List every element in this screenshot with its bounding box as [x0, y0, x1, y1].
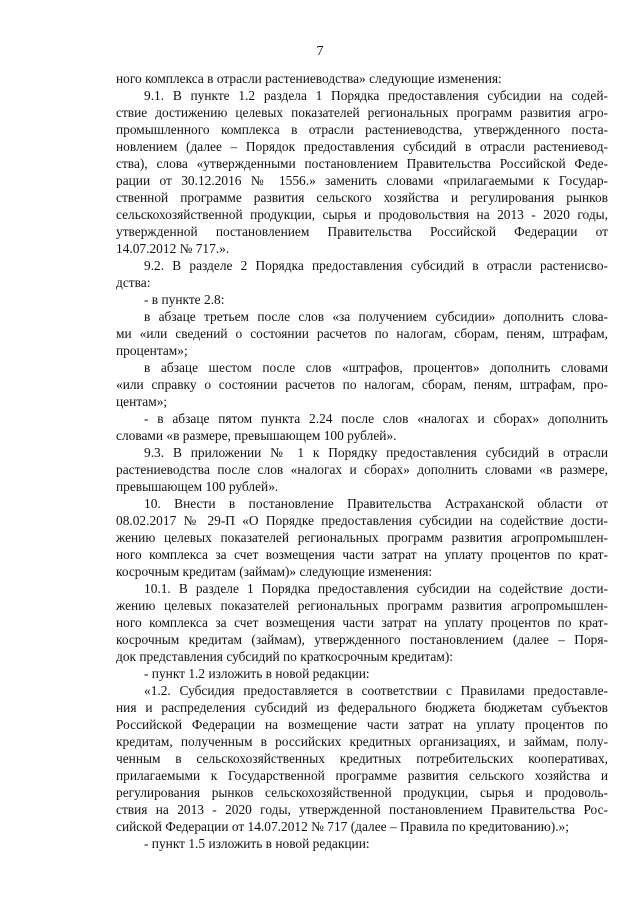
text-line: центам»; — [116, 394, 168, 409]
text-line: превышающем 100 рублей». — [116, 479, 279, 494]
text-line: 10. Внести в постановление Правительства Астраханской области от — [144, 496, 608, 511]
text-line: Российской Федерации на возмещение части затрат на уплату процентов по — [116, 717, 608, 732]
text-line: 08.02.2017 № 29-П «О Порядке предоставления субсидии на содействие дости- — [116, 513, 608, 528]
text-line: 10.1. В разделе 1 Порядка предоставления субсидии на содействие дости- — [144, 581, 608, 596]
text-line: кредитам, полученным в российских кредитных организациях, и займам, полу- — [116, 734, 608, 749]
text-line: сийской Федерации от 14.07.2012 № 717 (далее – Правила по кредитованию).»; — [116, 819, 569, 834]
text-line: - в абзаце пятом пункта 2.24 после слов «налогах и сборах» дополнить — [144, 411, 608, 426]
text-line: док представления субсидий по краткосрочным кредитам): — [116, 649, 453, 664]
text-line: дства: — [116, 275, 151, 290]
text-line: ного комплекса за счет возмещения части затрат на уплату процентов по крат- — [116, 547, 608, 562]
text-line: ченным в сельскохозяйственных кредитных потребительских кооперативах, — [116, 751, 608, 766]
text-line: ства), слова «утвержденными постановлением Правительства Российской Феде- — [116, 156, 608, 171]
text-line: ния и распределения субсидий из федерального бюджета бюджетам субъектов — [116, 700, 608, 715]
text-line: косрочным кредитам (займам), утвержденного постановлением (далее – Поря- — [116, 632, 608, 647]
text-line: в абзаце шестом после слов «штрафов, процентов» дополнить словами — [144, 360, 608, 375]
text-line: «или справку о состоянии расчетов по налогам, сборам, пеням, штрафам, про- — [116, 377, 608, 392]
text-line: в абзаце третьем после слов «за получением субсидии» дополнить слова- — [144, 309, 608, 324]
text-line: растениеводства после слов «налогах и сборах» дополнить словами «в размере, — [116, 462, 608, 477]
text-line: ного комплекса в отрасли растениеводства» следующие изменения: — [116, 71, 502, 86]
text-line: словами «в размере, превышающем 100 рублей». — [116, 428, 397, 443]
text-line: - пункт 1.2 изложить в новой редакции: — [144, 666, 370, 681]
text-line: ного комплекса за счет возмещения части затрат на уплату процентов по крат- — [116, 615, 608, 630]
text-line: жению целевых показателей региональных программ развития агропромышлен- — [116, 598, 608, 613]
text-line: ственной программе развития сельского хозяйства и регулирования рынков — [116, 190, 608, 205]
text-line: косрочным кредитам (займам)» следующие изменения: — [116, 564, 433, 579]
text-line: процентам»; — [116, 343, 188, 358]
page-number: 7 — [316, 44, 324, 59]
text-line: рации от 30.12.2016 № 1556.» заменить словами «прилагаемыми к Государ- — [116, 173, 608, 188]
text-line: 9.2. В разделе 2 Порядка предоставления субсидий в отрасли растенисво- — [144, 258, 608, 273]
text-line: сельскохозяйственной продукции, сырья и продовольствия на 2013 - 2020 годы, — [116, 207, 608, 222]
text-line: 9.1. В пункте 1.2 раздела 1 Порядка предоставления субсидии на содей- — [144, 88, 608, 103]
text-line: 9.3. В приложении № 1 к Порядку предоставления субсидий в отрасли — [144, 445, 608, 460]
text-line: - в пункте 2.8: — [144, 292, 225, 307]
text-line: жению целевых показателей региональных программ развития агропромышлен- — [116, 530, 608, 545]
text-line: новлением (далее – Порядок предоставления субсидий в отрасли растениевод- — [116, 139, 608, 154]
text-line: ми «или сведений о состоянии расчетов по налогам, сборам, пеням, штрафам, — [116, 326, 608, 341]
text-line: 14.07.2012 № 717.». — [116, 241, 230, 256]
text-line: регулирования рынков сельскохозяйственной продукции, сырья и продоволь- — [116, 785, 608, 800]
text-line: ствие достижению целевых показателей региональных программ развития агро- — [116, 105, 608, 120]
text-line: ствия на 2013 - 2020 годы, утвержденной постановлением Правительства Рос- — [116, 802, 608, 817]
text-line: прилагаемыми к Государственной программе развития сельского хозяйства и — [116, 768, 608, 783]
text-line: утвержденной постановлением Правительства Российской Федерации от — [116, 224, 608, 239]
text-line: промышленного комплекса в отрасли растениеводства, утвержденного поста- — [116, 122, 608, 137]
text-line: «1.2. Субсидия предоставляется в соответствии с Правилами предоставле- — [144, 683, 608, 698]
text-line: - пункт 1.5 изложить в новой редакции: — [144, 836, 370, 851]
